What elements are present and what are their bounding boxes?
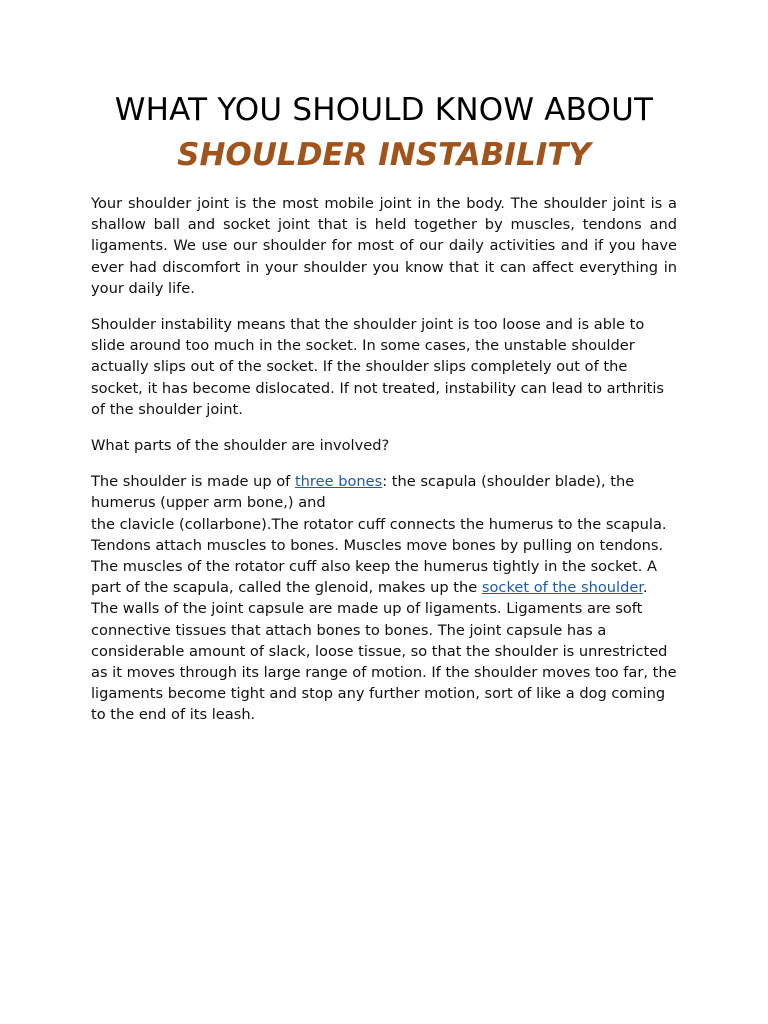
three-bones-link[interactable]: three bones — [294, 473, 383, 491]
paragraph-bones — [91, 471, 677, 535]
paragraph-tendons-text-end: . The walls of the joint capsule are made up of ligaments. Ligaments are soft connective tissues that attach bones to bones. The joint capsule has a considerable amount of slack, loose tissue, so that the shoulder is unrestricted as it moves through its large range of motion. If the shoulder moves too far, the ligaments become tight and stop any further motion, sort of like a dog coming to the end of its leash. — [91, 579, 677, 724]
paragraph-bones-text-middle: : the scapula (shoulder blade), the humerus (upper arm bone,) and — [91, 473, 635, 512]
paragraph-intro: Your shoulder joint is the most mobile joint in the body. The shoulder joint is a shallow ball and socket joint that is held together by muscles, tendons and ligaments. We use our shoulder for most of our daily activities and if you have ever had discomfort in your shoulder you know that it can affect everything in your daily life. — [91, 195, 677, 297]
section-question: What parts of the shoulder are involved? — [91, 437, 390, 455]
page-title: WHAT YOU SHOULD KNOW ABOUT — [114, 92, 654, 128]
socket-of-shoulder-link[interactable]: socket of the shoulder — [481, 579, 643, 597]
paragraph-tendons — [91, 535, 677, 726]
paragraph-tendons-text-start: Tendons attach muscles to bones. Muscles move bones by pulling on tendons. The muscles of the rotator cuff also keep the humerus tightly in the socket. A part of the scapula, called the glenoid, makes up the — [91, 536, 664, 597]
paragraph-instability-definition: Shoulder instability means that the shoulder joint is too loose and is able to slide around too much in the socket. In some cases, the unstable shoulder actually slips out of the socket. If the shoulder slips completely out of the socket, it has become dislocated. If not treated, instability can lead to arthritis of the shoulder joint. — [91, 316, 665, 418]
paragraph-bones-text-end: the clavicle (collarbone).The rotator cuff connects the humerus to the scapula. — [91, 515, 667, 533]
article-body — [91, 193, 677, 726]
paragraph-bones-text-start: The shoulder is made up of — [91, 473, 295, 491]
page-subtitle: SHOULDER INSTABILITY — [177, 137, 591, 173]
